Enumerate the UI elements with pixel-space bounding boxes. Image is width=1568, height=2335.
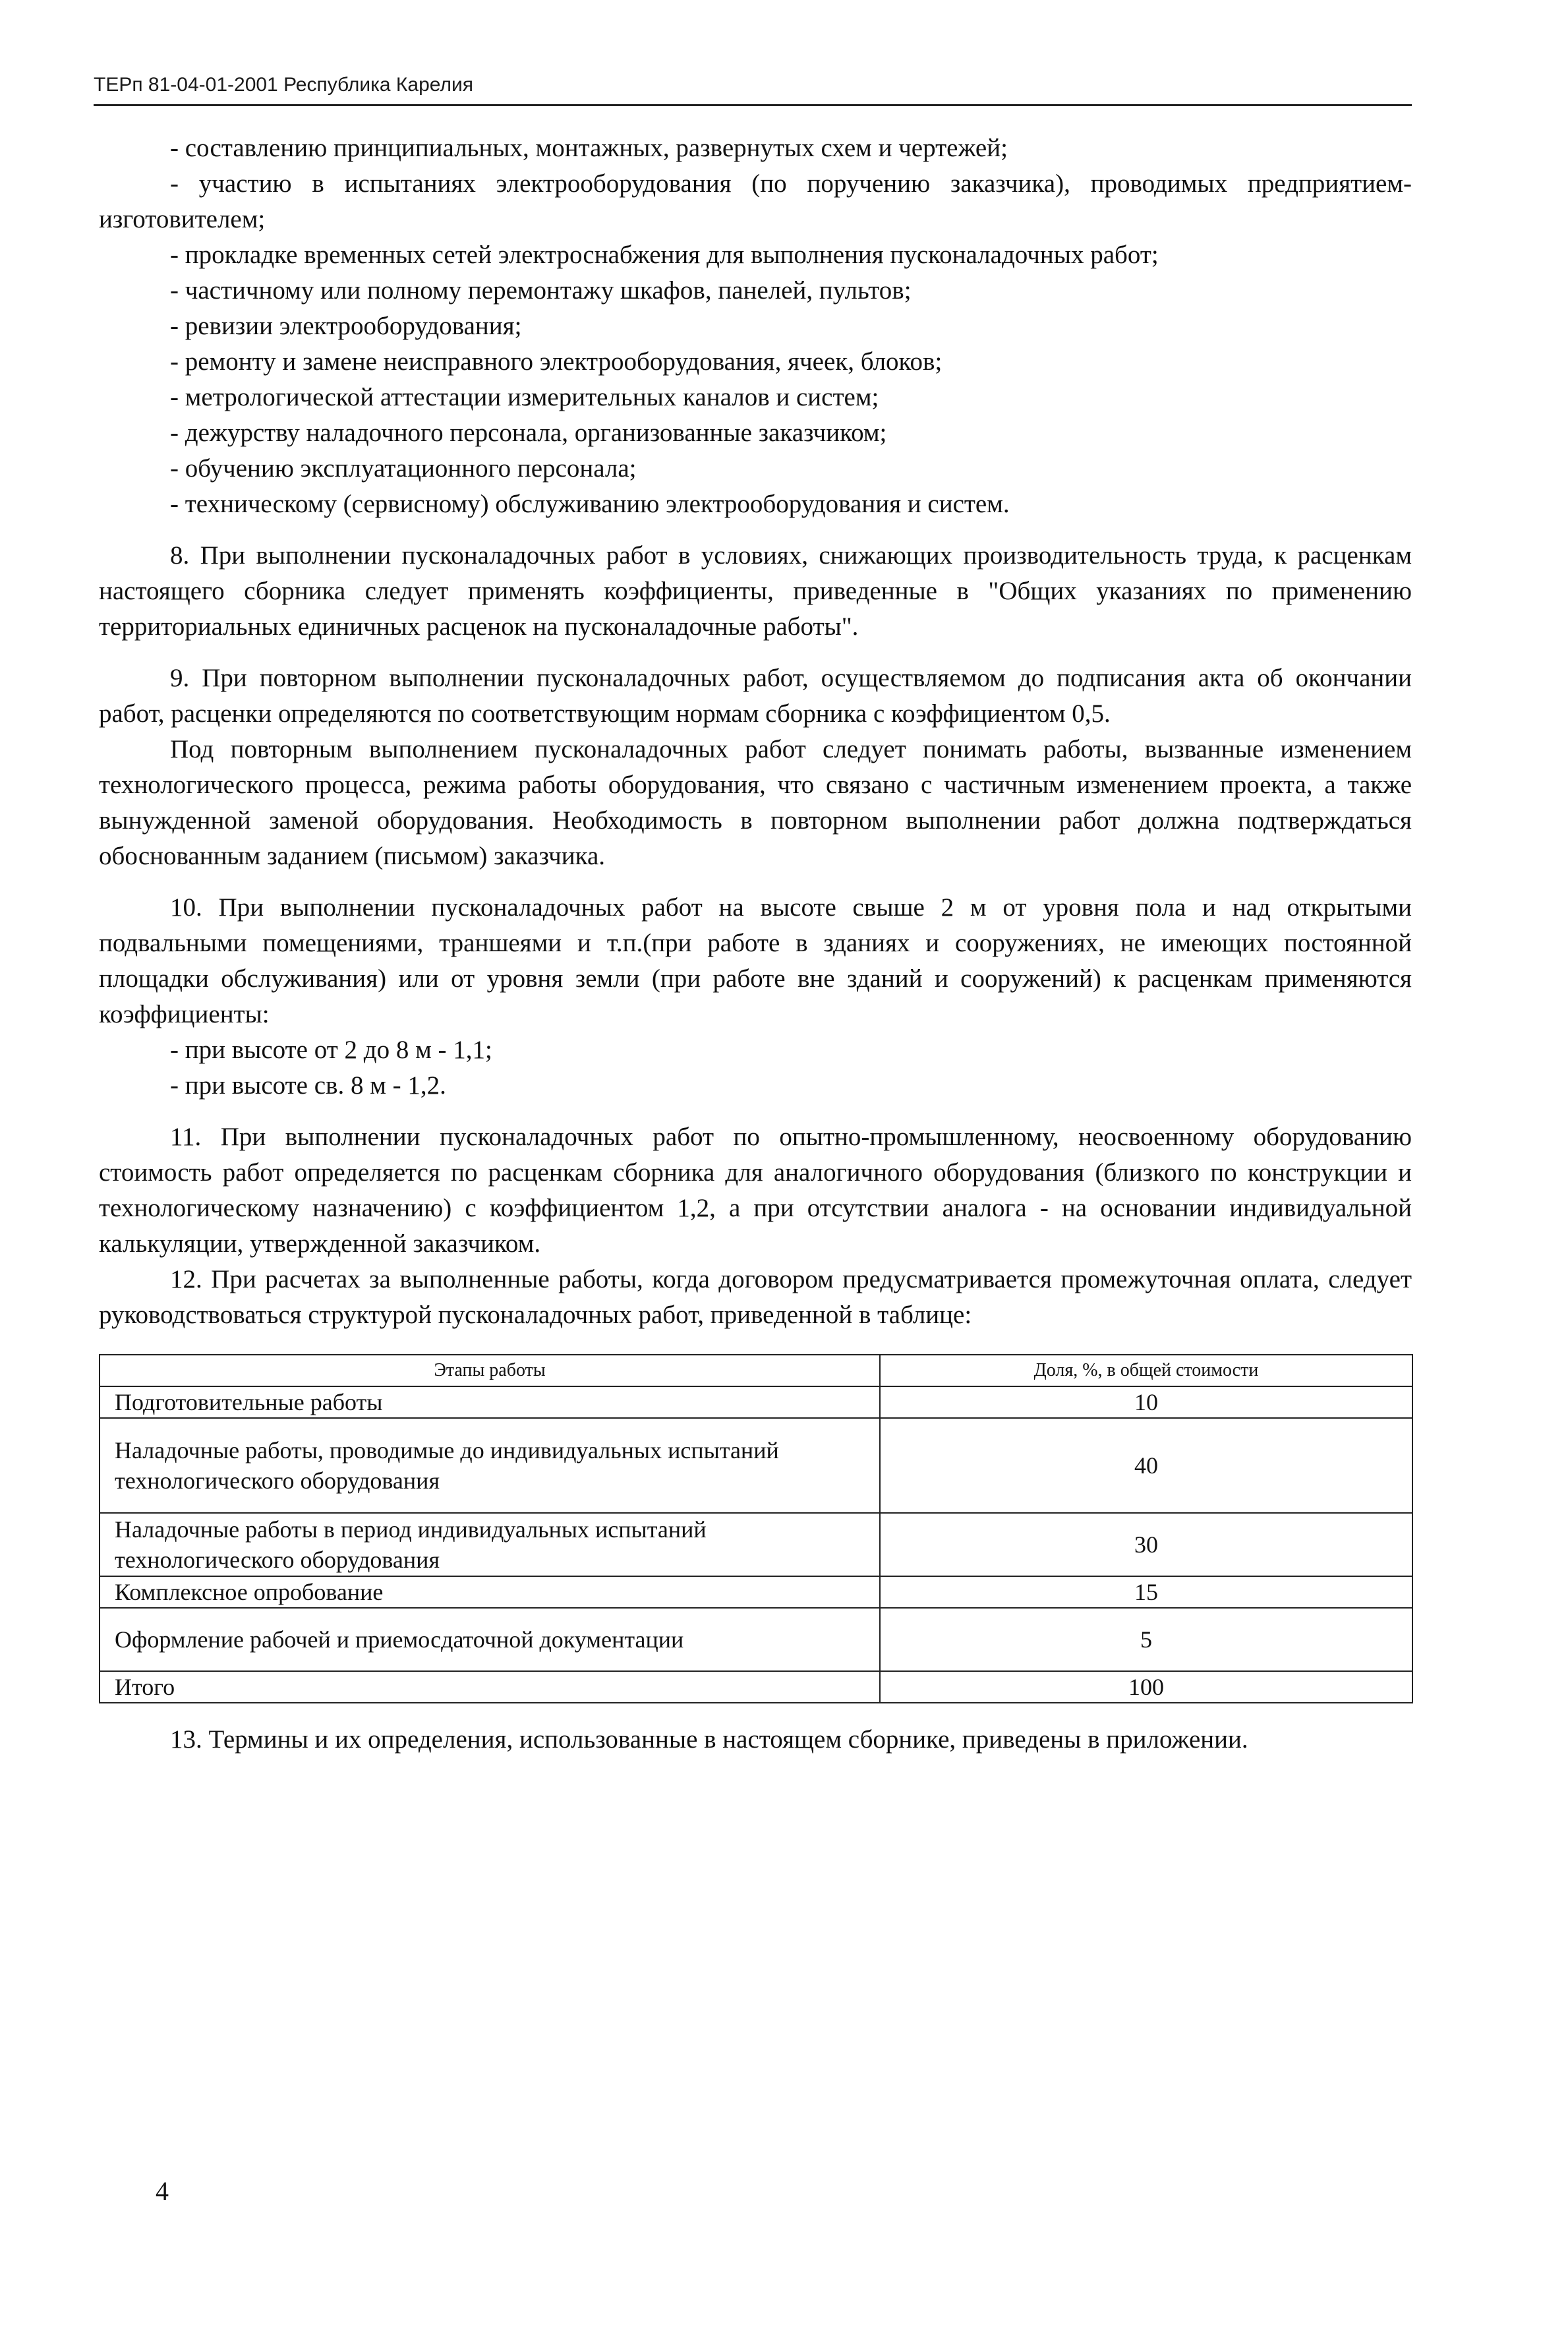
share-cell: 15 bbox=[880, 1576, 1412, 1608]
table-row bbox=[100, 1386, 1412, 1418]
table-row bbox=[100, 1418, 1412, 1513]
list-item: - ремонту и замене неисправного электрооборудования, ячеек, блоков; bbox=[170, 347, 943, 376]
list-item: - техническому (сервисному) обслуживанию электрооборудования и систем. bbox=[170, 490, 1010, 518]
list-item: - обучению эксплуатационного персонала; bbox=[170, 454, 637, 483]
paragraph-9-continued: Под повторным выполнением пусконаладочных работ следует понимать работы, вызванные изменением технологического процесса, режима работы оборудования, что связано с частичным изменением проекта, а также вынужденной заменой оборудования. Необходимость в повторном выполнении работ должна подтверждаться обоснованным заданием (письмом) заказчика. bbox=[99, 735, 1412, 870]
height-coefficient-item: - при высоте св. 8 м - 1,2. bbox=[170, 1071, 446, 1100]
table-row bbox=[100, 1608, 1412, 1671]
paragraph-9: 9. При повторном выполнении пусконаладочных работ, осуществляемом до подписания акта об окончании работ, расценки определяются по соответствующим нормам сборника с коэффициентом 0,5. bbox=[99, 664, 1412, 728]
stage-cell: Наладочные работы в период индивидуальных испытаний технологического оборудования bbox=[100, 1513, 880, 1576]
list-item: - метрологической аттестации измерительных каналов и систем; bbox=[170, 383, 879, 411]
list-item: - участию в испытаниях электрооборудования (по поручению заказчика), проводимых предприятием-изготовителем; bbox=[99, 169, 1412, 233]
list-item: - прокладке временных сетей электроснабжения для выполнения пусконаладочных работ; bbox=[170, 241, 1159, 269]
stage-cell: Итого bbox=[100, 1671, 880, 1703]
share-cell: 100 bbox=[880, 1671, 1412, 1703]
list-item: - частичному или полному перемонтажу шкафов, панелей, пультов; bbox=[170, 276, 912, 305]
paragraph-8: 8. При выполнении пусконаладочных работ в условиях, снижающих производительность труда, к расценкам настоящего сборника следует применять коэффициенты, приведенные в "Общих указаниях по применению территориальных единичных расценок на пусконаладочные работы". bbox=[99, 541, 1412, 641]
document-header: ТЕРп 81-04-01-2001 Республика Карелия bbox=[94, 74, 473, 96]
stage-cell: Подготовительные работы bbox=[100, 1386, 880, 1418]
share-cell: 5 bbox=[880, 1608, 1412, 1671]
table-header-row bbox=[100, 1355, 1412, 1386]
list-item: - ревизии электрооборудования; bbox=[170, 312, 522, 340]
paragraph-13: 13. Термины и их определения, использованные в настоящем сборнике, приведены в приложении. bbox=[170, 1725, 1248, 1754]
share-cell: 40 bbox=[880, 1418, 1412, 1513]
stage-cell: Наладочные работы, проводимые до индивидуальных испытаний технологического оборудования bbox=[100, 1418, 880, 1513]
document-body bbox=[99, 131, 1412, 1333]
list-item: - дежурству наладочного персонала, организованные заказчиком; bbox=[170, 419, 887, 447]
height-coefficient-item: - при высоте от 2 до 8 м - 1,1; bbox=[170, 1036, 492, 1064]
table-row-total bbox=[100, 1671, 1412, 1703]
table-row bbox=[100, 1576, 1412, 1608]
stage-cell: Оформление рабочей и приемосдаточной документации bbox=[100, 1608, 880, 1671]
paragraph-11: 11. При выполнении пусконаладочных работ по опытно-промышленному, неосвоенному оборудованию стоимость работ определяется по расценкам сборника для аналогичного оборудования (близкого по конструкции и технологическому назначению) с коэффициентом 1,2, а при отсутствии аналога - на основании индивидуальной калькуляции, утвержденной заказчиком. bbox=[99, 1123, 1412, 1258]
closing-section bbox=[99, 1722, 1412, 1758]
list-item: - составлению принципиальных, монтажных, развернутых схем и чертежей; bbox=[170, 134, 1008, 162]
paragraph-12: 12. При расчетах за выполненные работы, когда договором предусматривается промежуточная оплата, следует руководствоваться структурой пусконаладочных работ, приведенной в таблице: bbox=[99, 1265, 1412, 1329]
work-stages-table bbox=[99, 1354, 1413, 1703]
table-row bbox=[100, 1513, 1412, 1576]
column-header-share: Доля, %, в общей стоимости bbox=[880, 1355, 1412, 1386]
share-cell: 10 bbox=[880, 1386, 1412, 1418]
page-number: 4 bbox=[156, 2176, 169, 2206]
share-cell: 30 bbox=[880, 1513, 1412, 1576]
stage-cell: Комплексное опробование bbox=[100, 1576, 880, 1608]
column-header-stage: Этапы работы bbox=[100, 1355, 880, 1386]
paragraph-10: 10. При выполнении пусконаладочных работ на высоте свыше 2 м от уровня пола и над открытыми подвальными помещениями, траншеями и т.п.(при работе в зданиях и сооружениях, не имеющих постоянной площадки обслуживания) или от уровня земли (при работе вне зданий и сооружений) к расценкам применяются коэффициенты: bbox=[99, 893, 1412, 1028]
header-rule bbox=[94, 104, 1412, 106]
